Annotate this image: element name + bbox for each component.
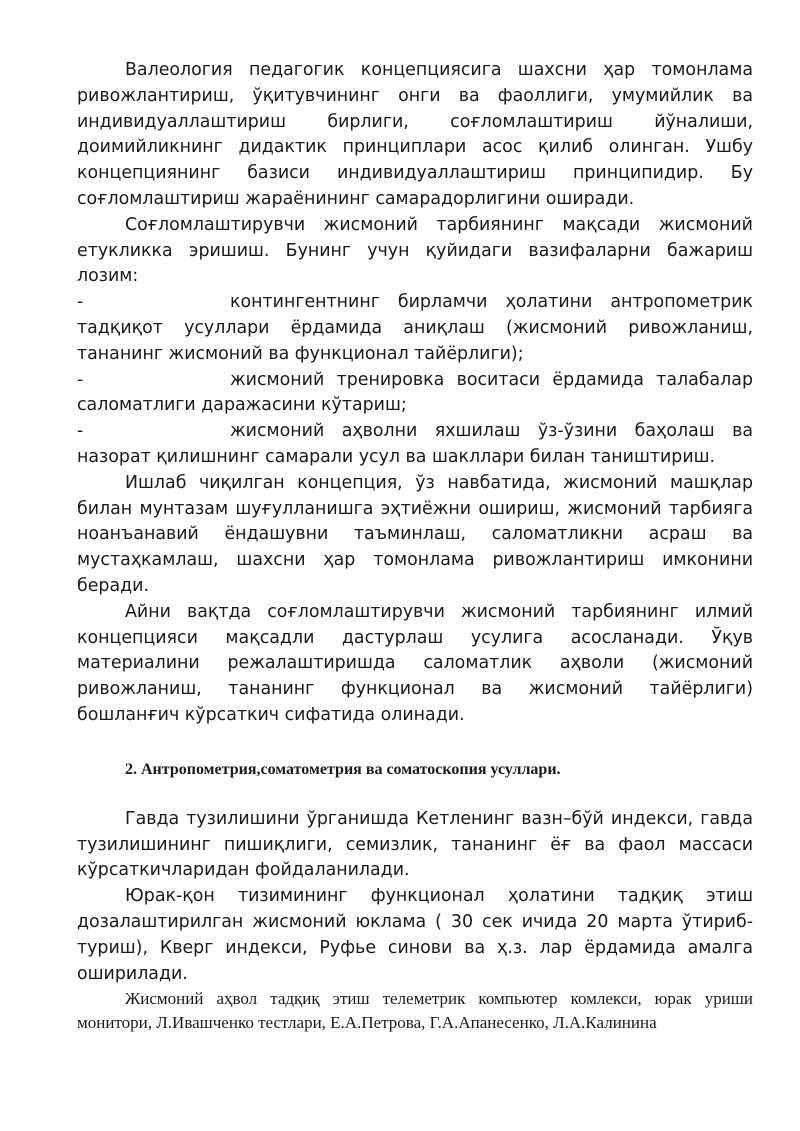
paragraph-body-structure: Гавда тузилишини ўрганишда Кетленинг вазн–бўй индекси, гавда тузилишининг пишиқлиги, семизлик, тананинг ёғ ва фаол массаси кўрсаткичларидан фойдаланилади. (77, 808, 753, 881)
list-item-continuation: тадқиқот усуллари ёрдамида аниқлаш (жисмоний ривожланиш, тананинг жисмоний ва функционал тайёрлиги); (77, 317, 753, 364)
list-item-first-line: жисмоний тренировка воситаси ёрдамида талабалар (230, 369, 753, 390)
list-item-continuation: саломатлиги даражасини кўтариш; (77, 395, 407, 416)
list-item (77, 290, 753, 367)
list-dash: - (77, 369, 84, 390)
paragraph-scientific-concept: Айни вақтда соғломлаштирувчи жисмоний тарбиянинг илмий концепцияси мақсадли дастурлаш усулига асосланади. Ўқув материалини режалаштиришда саломатлик аҳволи (жисмоний ривожланиш, тананинг функционал ва жисмоний тайёрлиги) бошланғич кўрсаткич сифатида олинади. (77, 601, 753, 725)
list-item (77, 368, 753, 420)
list-item-first-line: контингентнинг бирламчи ҳолатини антропометрик (230, 292, 753, 313)
page-content (77, 58, 753, 1035)
paragraph-physical-condition: Жисмоний аҳвол тадқиқ этиш телеметрик компьютер комлекси, юрак уриши монитори, Л.Ивашченко тестлари, Е.А.Петрова, Г.А.Апанесенко, Л.А.Калинина (77, 989, 753, 1033)
list-dash: - (77, 421, 84, 442)
list-dash: - (77, 292, 84, 313)
task-list (77, 290, 753, 471)
list-item-continuation: назорат қилишнинг самарали усул ва шакллари билан таништириш. (77, 446, 716, 467)
paragraph-cardiovascular: Юрак-қон тизимининг функционал ҳолатини тадқиқ этиш дозалаштирилган жисмоний юклама ( 30 сек ичида 20 марта ўтириб-туриш), Кверг индекси, Руфье синови ва ҳ.з. лар ёрдамида амалга оширилади. (77, 886, 753, 984)
list-item (77, 419, 753, 471)
paragraph-valeology-concept: Валеология педагогик концепциясига шахсни ҳар томонлама ривожлантириш, ўқитувчининг онги ва фаоллиги, умумийлик ва индивидуаллаштириш бирлиги, соғломлаштириш йўналиши, доимийликнинг дидактик принциплари асос қилиб олинган. Ушбу концепциянинг базиси индивидуаллаштириш принципидир. Бу соғломлаштириш жараёнининг самарадорлигини оширади. (77, 60, 753, 209)
paragraph-concept-result: Ишлаб чиқилган концепция, ўз навбатида, жисмоний машқлар билан мунтазам шуғулланишга эҳтиёжни ошириш, жисмоний тарбияга ноанъанавий ёндашувни таъминлаш, саломатликни асраш ва мустаҳкамлаш, шахсни ҳар томонлама ривожлантириш имконини беради. (77, 472, 753, 596)
list-item-first-line: жисмоний аҳволни яхшилаш ўз-ўзини баҳолаш ва (230, 421, 753, 442)
paragraph-health-goal: Соғломлаштирувчи жисмоний тарбиянинг мақсади жисмоний етукликка эришиш. Бунинг учун қуйидаги вазифаларни бажариш лозим: (77, 214, 753, 287)
section-heading: 2. Антропометрия,соматометрия ва соматоскопия усуллари. (125, 760, 561, 778)
